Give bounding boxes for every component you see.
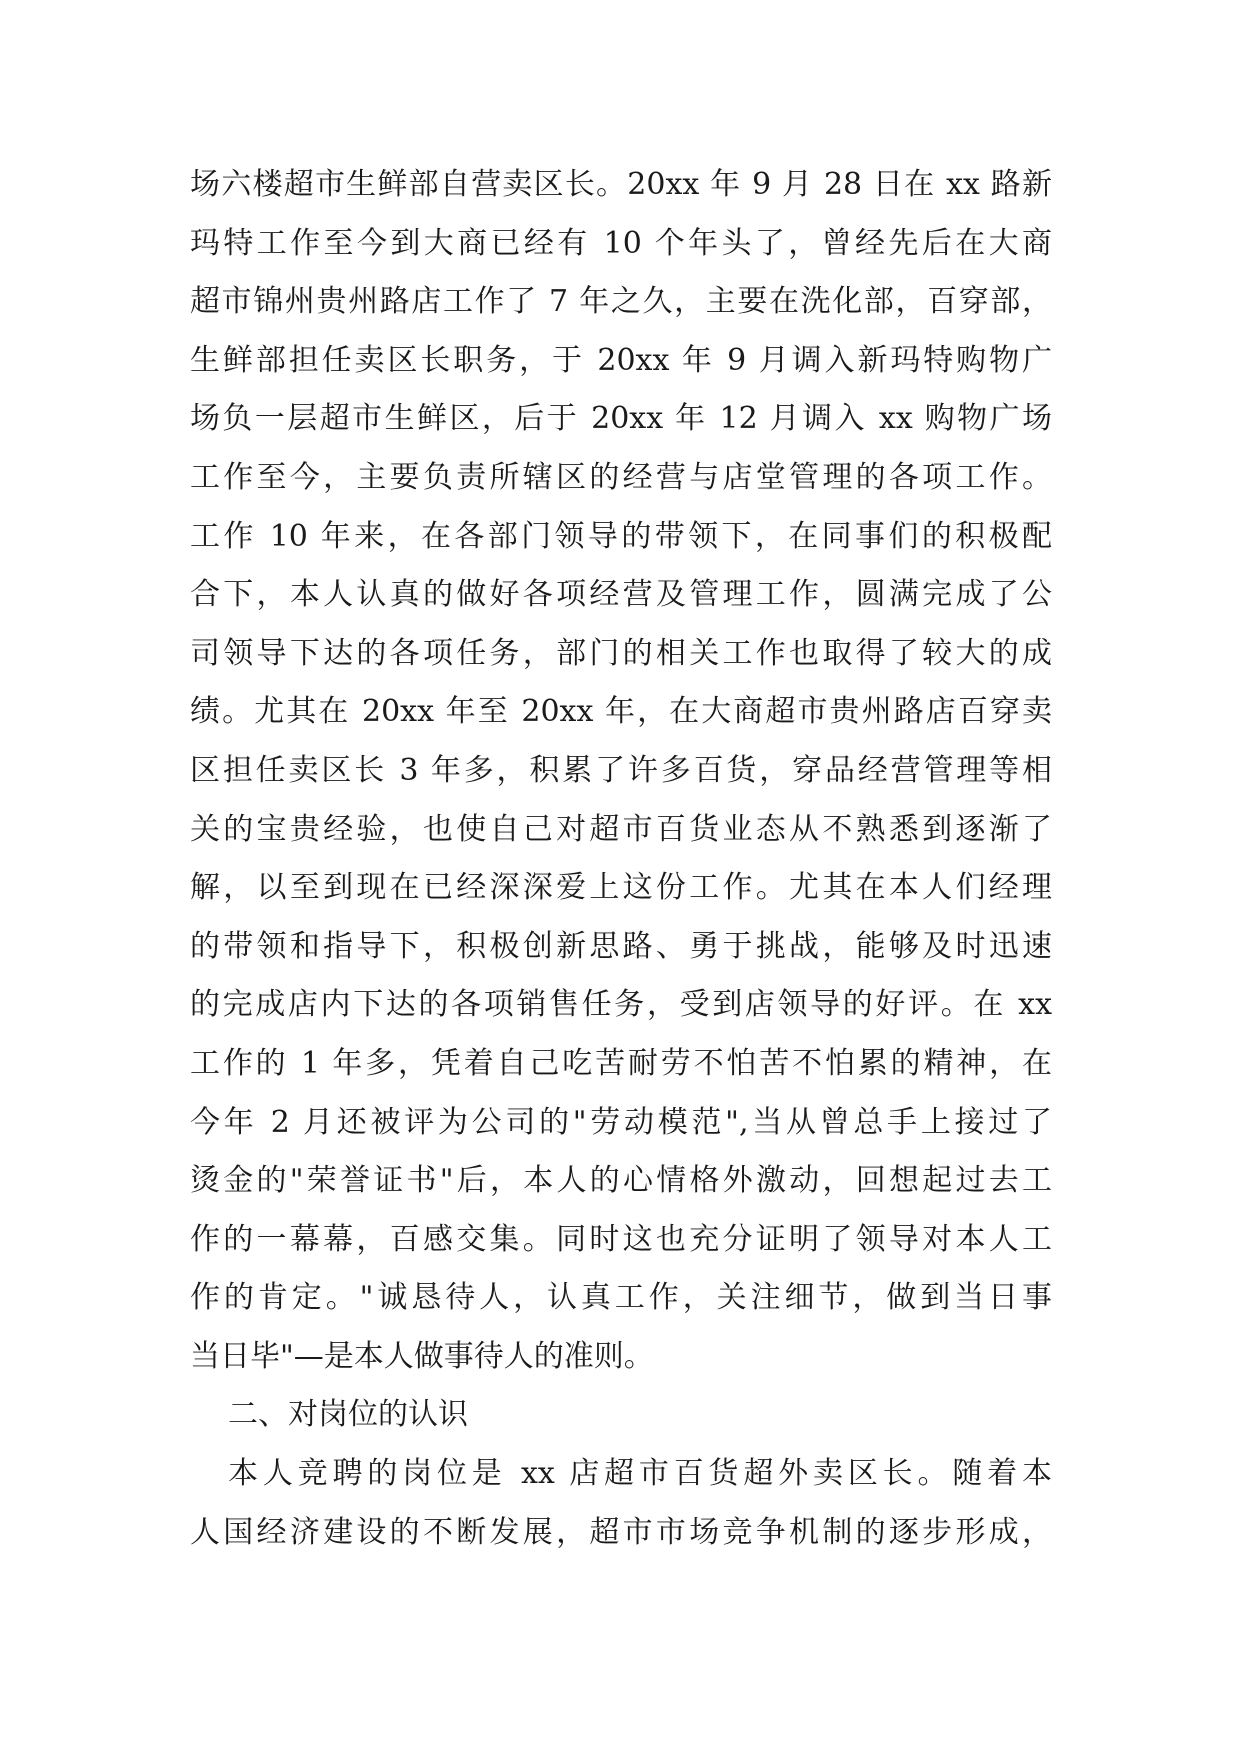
text-line: 场负一层超市生鲜区，后于 20xx 年 12 月调入 xx 购物广场 [190,401,1052,437]
text-line: 关的宝贵经验，也使自己对超市百货业态从不熟悉到逐渐了 [190,811,1052,847]
text-line: 司领导下达的各项任务，部门的相关工作也取得了较大的成 [190,635,1052,671]
text-line: 人国经济建设的不断发展，超市市场竞争机制的逐步形成， [190,1514,1052,1550]
text-line: 工作至今，主要负责所辖区的经营与店堂管理的各项工作。 [190,459,1052,495]
text-line: 区担任卖区长 3 年多，积累了许多百货，穿品经营管理等相 [190,752,1052,788]
text-line: 当日毕"—是本人做事待人的准则。 [190,1338,654,1374]
text-line: 生鲜部担任卖区长职务，于 20xx 年 9 月调入新玛特购物广 [190,342,1052,378]
text-line: 的完成店内下达的各项销售任务，受到店领导的好评。在 xx [190,987,1052,1023]
text-line: 烫金的"荣誉证书"后，本人的心情格外激动，回想起过去工 [190,1163,1052,1199]
text-line: 工作 10 年来，在各部门领导的带领下，在同事们的积极配 [190,518,1052,554]
text-line: 的带领和指导下，积极创新思路、勇于挑战，能够及时迅速 [190,928,1052,964]
text-line: 解，以至到现在已经深深爱上这份工作。尤其在本人们经理 [190,870,1052,906]
text-line: 本人竞聘的岗位是 xx 店超市百货超外卖区长。随着本 [228,1456,1052,1492]
body-text [190,156,1052,1562]
text-line: 超市锦州贵州路店工作了 7 年之久，主要在洗化部，百穿部， [190,284,1052,320]
text-line: 玛特工作至今到大商已经有 10 个年头了，曾经先后在大商 [190,225,1052,261]
text-line: 作的肯定。"诚恳待人，认真工作，关注细节，做到当日事 [190,1280,1052,1316]
text-line: 合下，本人认真的做好各项经营及管理工作，圆满完成了公 [190,577,1052,613]
text-line: 绩。尤其在 20xx 年至 20xx 年，在大商超市贵州路店百穿卖 [190,694,1052,730]
text-line: 今年 2 月还被评为公司的"劳动模范",当从曾总手上接过了 [190,1104,1052,1140]
text-line: 作的一幕幕，百感交集。同时这也充分证明了领导对本人工 [190,1221,1052,1257]
text-line: 工作的 1 年多，凭着自己吃苦耐劳不怕苦不怕累的精神，在 [190,1045,1052,1081]
section-heading: 二、对岗位的认识 [228,1397,468,1433]
text-line: 场六楼超市生鲜部自营卖区长。20xx 年 9 月 28 日在 xx 路新 [190,167,1052,202]
